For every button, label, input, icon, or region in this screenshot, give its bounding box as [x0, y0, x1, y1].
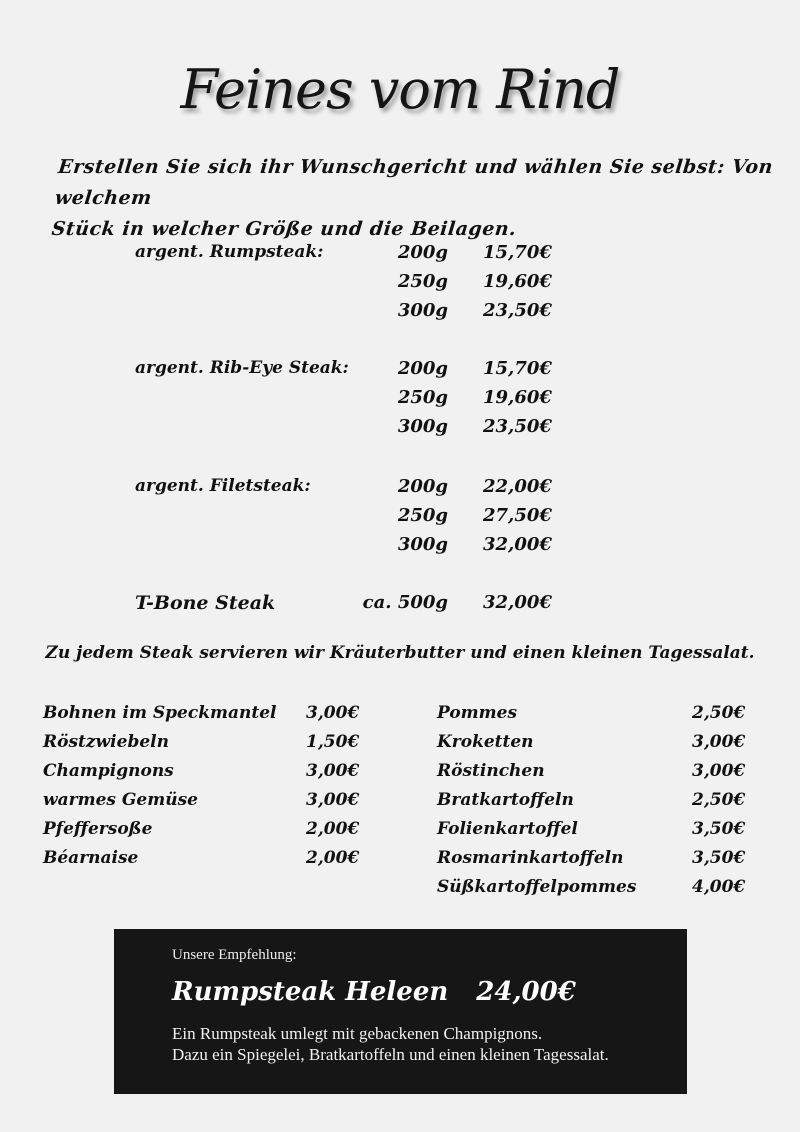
side-price: 2,00€: [306, 819, 360, 839]
recommendation-label: Unsere Empfehlung:: [172, 947, 297, 963]
steak-weight: 250g: [397, 505, 448, 526]
side-price: 3,00€: [306, 761, 360, 781]
recommendation-desc-line-1: Ein Rumpsteak umlegt mit gebackenen Champignons.: [172, 1024, 543, 1043]
side-item: [437, 877, 757, 906]
steak-name: argent. Rib-Eye Steak:: [135, 358, 349, 378]
side-price: 2,00€: [306, 848, 360, 868]
steak-row: [0, 416, 800, 445]
steak-name: argent. Filetsteak:: [135, 476, 311, 496]
side-name: Pfeffersoße: [43, 819, 153, 839]
side-name: Bratkartoffeln: [437, 790, 574, 810]
side-item: [43, 848, 373, 877]
side-name: Champignons: [43, 761, 174, 781]
steak-price: 32,00€: [483, 534, 552, 555]
side-item: [437, 732, 757, 761]
intro-line-1: Erstellen Sie sich ihr Wunschgericht und wählen Sie selbst: Von welchem: [53, 156, 775, 209]
side-name: Béarnaise: [43, 848, 139, 868]
side-price: 3,00€: [306, 790, 360, 810]
side-name: Rosmarinkartoffeln: [437, 848, 624, 868]
steak-row: [0, 300, 800, 329]
steak-weight: 300g: [397, 300, 448, 321]
steak-price: 22,00€: [483, 476, 552, 497]
side-item: [437, 848, 757, 877]
side-name: Bohnen im Speckmantel: [43, 703, 277, 723]
side-item: [43, 761, 373, 790]
side-name: Kroketten: [437, 732, 534, 752]
side-item: [437, 703, 757, 732]
steak-weight: 200g: [397, 242, 448, 263]
side-name: warmes Gemüse: [43, 790, 198, 810]
steak-price: 15,70€: [483, 242, 552, 263]
recommendation-title: [172, 977, 576, 1007]
steak-weight: 300g: [397, 534, 448, 555]
steak-row: [0, 358, 800, 387]
side-name: Röstzwiebeln: [43, 732, 169, 752]
side-item: [43, 790, 373, 819]
steak-row: [0, 476, 800, 505]
recommendation-price: 24,00€: [476, 977, 576, 1007]
steak-price: 27,50€: [483, 505, 552, 526]
side-name: Röstinchen: [437, 761, 545, 781]
serving-note: Zu jedem Steak servieren wir Kräuterbutter und einen kleinen Tagessalat.: [45, 643, 755, 663]
steak-weight: 200g: [397, 358, 448, 379]
side-item: [437, 761, 757, 790]
side-item: [43, 732, 373, 761]
side-price: 2,50€: [692, 703, 746, 723]
steak-row: [0, 534, 800, 563]
steak-row: [0, 242, 800, 271]
steak-weight: ca. 500g: [362, 592, 448, 613]
steak-name: T-Bone Steak: [135, 592, 276, 614]
recommendation-name: Rumpsteak Heleen: [172, 977, 449, 1007]
steak-weight: 250g: [397, 271, 448, 292]
side-item: [437, 790, 757, 819]
recommendation-description: [172, 1023, 682, 1065]
steak-price: 15,70€: [483, 358, 552, 379]
side-item: [437, 819, 757, 848]
side-price: 2,50€: [692, 790, 746, 810]
side-price: 3,00€: [692, 732, 746, 752]
side-price: 3,50€: [692, 819, 746, 839]
recommendation-desc-line-2: Dazu ein Spiegelei, Bratkartoffeln und einen kleinen Tagessalat.: [172, 1045, 609, 1064]
steak-row: [0, 387, 800, 416]
steak-price: 23,50€: [483, 300, 552, 321]
steak-weight: 200g: [397, 476, 448, 497]
side-price: 4,00€: [692, 877, 746, 897]
side-item: [43, 703, 373, 732]
steak-price: 32,00€: [483, 592, 552, 613]
steak-price: 23,50€: [483, 416, 552, 437]
steak-weight: 300g: [397, 416, 448, 437]
steak-row: [0, 271, 800, 300]
side-name: Pommes: [437, 703, 518, 723]
intro-text: [50, 152, 780, 245]
steak-name: argent. Rumpsteak:: [135, 242, 324, 262]
steak-price: 19,60€: [483, 387, 552, 408]
steak-row: [0, 592, 800, 621]
side-price: 1,50€: [306, 732, 360, 752]
side-price: 3,00€: [306, 703, 360, 723]
side-item: [43, 819, 373, 848]
recommendation-box: [114, 929, 687, 1094]
intro-line-2: Stück in welcher Größe und die Beilagen.: [50, 218, 518, 240]
page-title: Feines vom Rind: [180, 58, 620, 121]
side-name: Süßkartoffelpommes: [437, 877, 637, 897]
side-price: 3,00€: [692, 761, 746, 781]
steak-row: [0, 505, 800, 534]
steak-price: 19,60€: [483, 271, 552, 292]
side-price: 3,50€: [692, 848, 746, 868]
steak-weight: 250g: [397, 387, 448, 408]
side-name: Folienkartoffel: [437, 819, 578, 839]
